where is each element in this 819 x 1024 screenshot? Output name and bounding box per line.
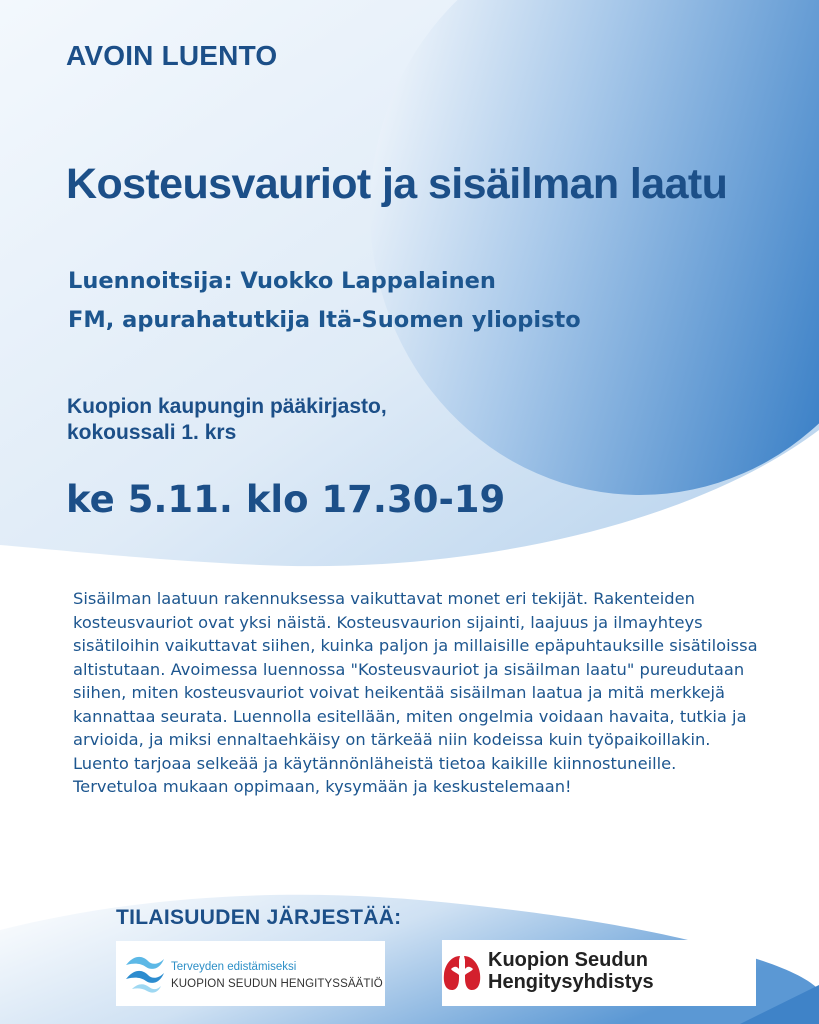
lecturer-title: FM, apurahatutkija Itä-Suomen yliopisto xyxy=(68,307,581,333)
organizer-logo-hengityssaatio xyxy=(116,941,385,1006)
venue-name: Kuopion kaupungin pääkirjasto, xyxy=(67,395,387,418)
page-title: Kosteusvauriot ja sisäilman laatu xyxy=(66,160,728,208)
left-logo-tagline: Terveyden edistämiseksi xyxy=(171,961,297,973)
event-type-label: AVOIN LUENTO xyxy=(66,40,278,71)
lecturer-name: Luennoitsija: Vuokko Lappalainen xyxy=(68,268,496,294)
organizer-logo-hengitysyhdistys xyxy=(442,940,756,1006)
lecturer-info xyxy=(68,262,581,340)
lungs-logo-icon xyxy=(442,952,482,994)
organizers-heading: TILAISUUDEN JÄRJESTÄÄ: xyxy=(116,906,402,929)
right-logo-line2: Hengitysyhdistys xyxy=(488,971,654,993)
right-logo-line1: Kuopion Seudun xyxy=(488,949,648,971)
event-description: Sisäilman laatuun rakennuksessa vaikuttavat monet eri tekijät. Rakenteiden kosteusvauriot ovat yksi näistä. Kosteusvaurion sijainti, laajuus ja ilmayhteys sisätiloihin vaikuttavat siihen, kuinka paljon ja millaisille epäpuhtauksille sisätiloissa altistutaan. Avoimessa luennossa "Kosteusvauriot ja sisäilman laatu" pureudutaan siihen, miten kosteusvauriot voivat heikentää sisäilman laatua ja mitä merkkejä kannattaa seurata. Luennolla esitellään, miten ongelmia voidaan havaita, tutkia ja arvioida, ja miksi ennaltaehkäisy on tärkeää niin kodeissa kuin työpaikoillakin. Luento tarjoaa selkeää ja käytännönläheistä tietoa kaikille kiinnostuneille. Tervetuloa mukaan oppimaan, kysymään ja keskustelemaan! xyxy=(73,589,758,796)
wave-logo-icon xyxy=(122,949,168,995)
event-datetime: ke 5.11. klo 17.30-19 xyxy=(66,478,506,521)
venue-info xyxy=(67,394,387,446)
venue-room: kokoussali 1. krs xyxy=(67,421,237,444)
left-logo-name: KUOPION SEUDUN HENGITYSSÄÄTIÖ xyxy=(171,978,383,990)
